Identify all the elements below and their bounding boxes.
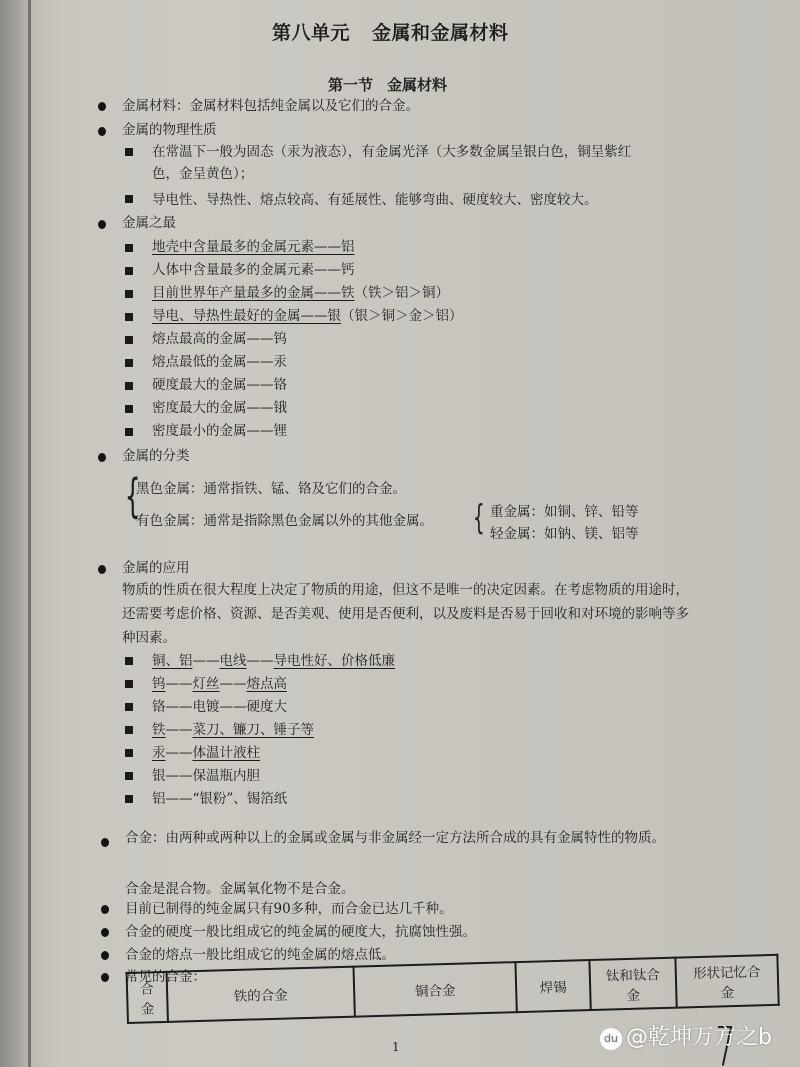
- table-cell: 形状记忆合金: [675, 955, 778, 1008]
- brace-icon: {: [472, 498, 485, 538]
- bullet-square-icon: [125, 428, 133, 436]
- application-item: 铬——电镀——硬度大: [152, 699, 287, 715]
- bullet-square-icon: [125, 244, 133, 252]
- property-item-1-line2: 色，金呈黄色）；: [152, 166, 254, 182]
- section-title: 第一节 金属材料: [328, 76, 448, 94]
- bullet-dot-icon: [98, 453, 106, 462]
- alloy-fact: 合金的熔点一般比组成它的纯金属的熔点低。: [125, 947, 395, 963]
- superlative-item: 导电、导热性最好的金属——银（银＞铜＞金＞铝）: [152, 308, 463, 324]
- bullet-dot-icon: [98, 220, 106, 229]
- superlative-item: 硬度最大的金属——铬: [152, 377, 287, 393]
- bullet-dot-icon: [101, 905, 109, 914]
- superlative-item: 密度最小的金属——锂: [152, 423, 287, 439]
- nonferrous-metals: 有色金属：通常是指除黑色金属以外的其他金属。: [136, 513, 433, 529]
- bullet-square-icon: [125, 680, 133, 688]
- table-cell: 焊锡: [515, 960, 590, 1012]
- metal-material-definition: 金属材料：金属材料包括纯金属以及它们的合金。: [122, 98, 419, 114]
- alloy-fact: 目前已制得的纯金属只有90多种，而合金已达几千种。: [125, 901, 453, 917]
- table-cell: 铁的合金: [167, 967, 355, 1022]
- page-number: 1: [392, 1040, 400, 1054]
- application-item: 汞——体温计液柱: [152, 745, 260, 761]
- bullet-square-icon: [125, 359, 133, 367]
- bullet-dot-icon: [101, 951, 109, 960]
- bullet-square-icon: [125, 405, 133, 413]
- table-cell: 铜合金: [353, 962, 516, 1017]
- bullet-square-icon: [125, 290, 133, 298]
- bullet-square-icon: [125, 313, 133, 321]
- baidu-paw-icon: du: [600, 1028, 622, 1050]
- applications-paragraph: 物质的性质在很大程度上决定了物质的用途，但这不是唯一的决定因素。在考虑物质的用途时，还需要考虑价格、资源、是否美观、使用是否便利，以及废料是否易于回收和对环境的影响等多种因素。: [122, 582, 689, 646]
- bullet-square-icon: [125, 795, 133, 803]
- light-metals: 轻金属：如钠、镁、铝等: [490, 526, 639, 542]
- alloy-fact: 合金的硬度一般比组成它的纯金属的硬度大，抗腐蚀性强。: [125, 924, 476, 940]
- heavy-metals: 重金属：如铜、锌、铅等: [490, 504, 639, 520]
- unit-title: 第八单元 金属和金属材料: [272, 22, 509, 44]
- bullet-square-icon: [125, 657, 133, 665]
- classification-heading: 金属的分类: [122, 448, 190, 464]
- bullet-dot-icon: [98, 565, 106, 574]
- superlative-item: 熔点最高的金属——钨: [152, 331, 287, 347]
- bullet-square-icon: [125, 726, 133, 734]
- property-item-1-line1: 在常温下一般为固态（汞为液态），有金属光泽（大多数金属呈银白色，铜呈紫红: [152, 144, 632, 160]
- application-item: 铝——“银粉”、锡箔纸: [152, 791, 288, 807]
- bullet-dot-icon: [101, 838, 109, 847]
- superlative-item: 熔点最低的金属——汞: [152, 354, 287, 370]
- application-item: 钨——灯丝——熔点高: [152, 676, 287, 692]
- bullet-square-icon: [125, 148, 133, 156]
- bullet-square-icon: [125, 382, 133, 390]
- bullet-square-icon: [125, 336, 133, 344]
- bullet-dot-icon: [101, 928, 109, 937]
- bullet-square-icon: [125, 195, 133, 203]
- physical-properties-heading: 金属的物理性质: [122, 122, 217, 138]
- bullet-square-icon: [125, 703, 133, 711]
- table-cell: 钛和钛合金: [589, 958, 676, 1010]
- watermark: du @乾坤万方之b: [600, 1020, 772, 1051]
- bullet-square-icon: [125, 772, 133, 780]
- application-item: 铁——菜刀、镰刀、锤子等: [152, 722, 314, 738]
- bullet-square-icon: [125, 267, 133, 275]
- bullet-dot-icon: [98, 127, 106, 136]
- superlative-item: 人体中含量最多的金属元素——钙: [152, 262, 355, 278]
- superlative-item: 目前世界年产量最多的金属——铁（铁＞铝＞铜）: [152, 285, 449, 301]
- bullet-dot-icon: [101, 973, 109, 982]
- superlative-item: 密度最大的金属——锇: [152, 400, 287, 416]
- application-item: 铜、铝——电线——导电性好、价格低廉: [152, 653, 395, 669]
- alloy-fact: 常见的合金：: [125, 969, 206, 985]
- superlatives-heading: 金属之最: [122, 215, 176, 231]
- property-item-2: 导电性、导热性、熔点较高、有延展性、能够弯曲、硬度较大、密度较大。: [152, 192, 598, 208]
- applications-heading: 金属的应用: [122, 560, 190, 576]
- bullet-square-icon: [125, 749, 133, 757]
- ferrous-metals: 黑色金属：通常指铁、锰、铬及它们的合金。: [136, 481, 406, 497]
- alloy-note: 合金是混合物。金属氧化物不是合金。: [125, 881, 355, 897]
- table-cell: 合金: [127, 972, 168, 1023]
- brace-icon: {: [124, 469, 141, 523]
- superlative-item: 地壳中含量最多的金属元素——铝: [152, 239, 355, 255]
- alloy-definition: 合金：由两种或两种以上的金属或金属与非金属经一定方法所合成的具有金属特性的物质。: [125, 830, 665, 846]
- application-item: 银——保温瓶内胆: [152, 768, 260, 784]
- bullet-dot-icon: [98, 102, 106, 111]
